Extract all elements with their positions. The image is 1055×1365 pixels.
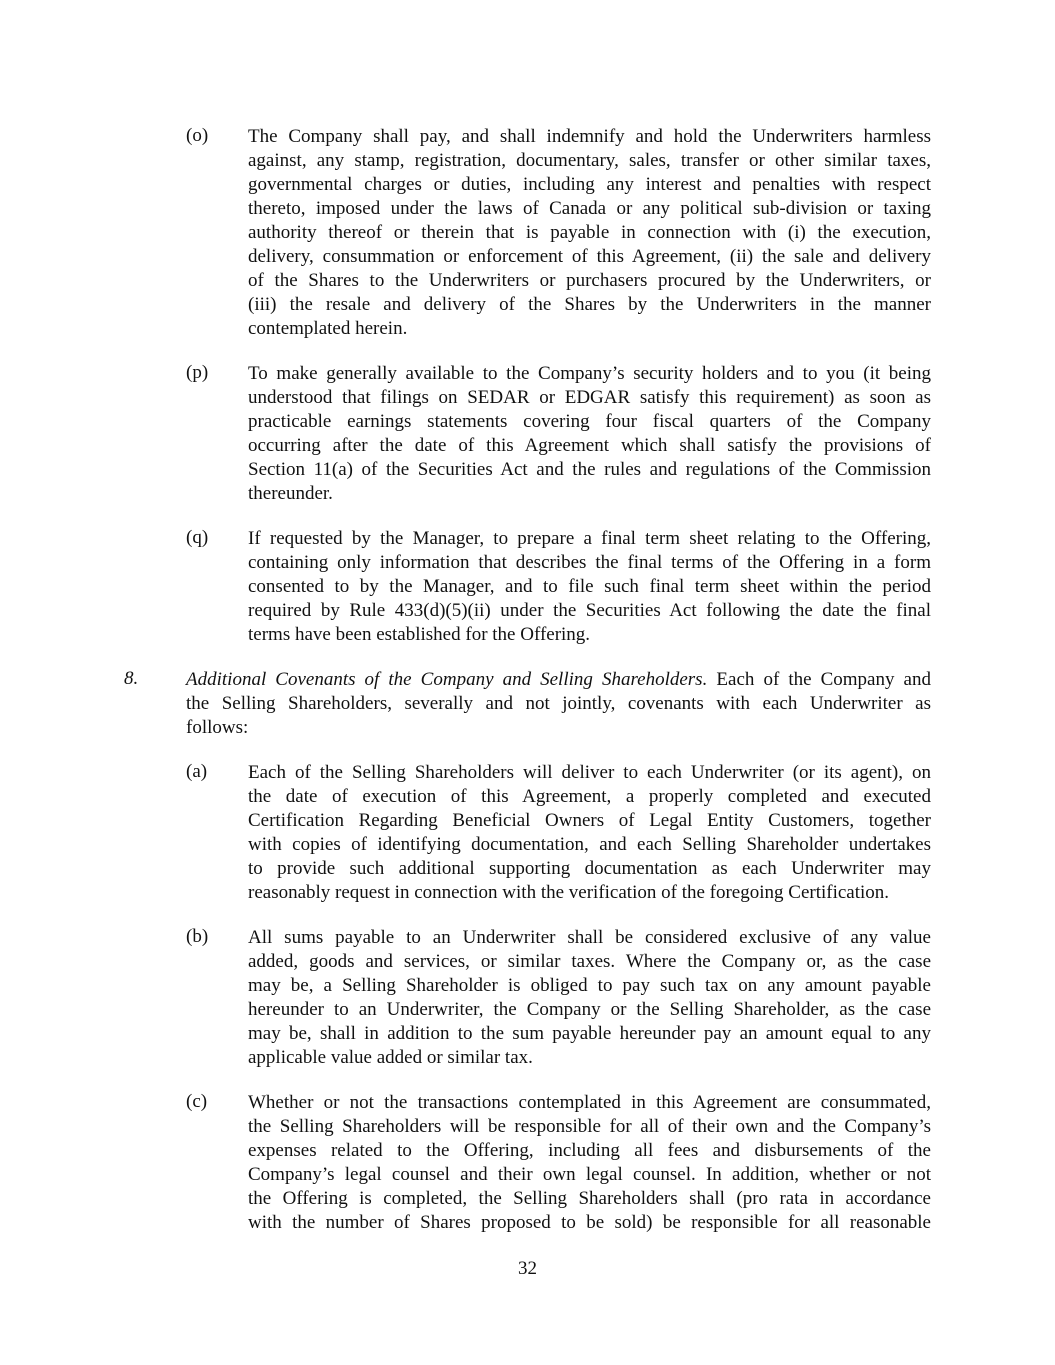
line-text: If requested by the Manager, to prepare a final term sheet relating to the Offering,	[248, 528, 931, 549]
line-text: reasonably request in connection with the verification of the foregoing Certification.	[248, 882, 890, 903]
line-text: consented to by the Manager, and to file such final term sheet within the period	[248, 576, 931, 597]
text-line	[248, 551, 931, 575]
text-line	[186, 692, 931, 716]
line-text: hereunder to an Underwriter, the Company or the Selling Shareholder, as the case	[248, 999, 931, 1020]
paragraph-label: (c)	[186, 1091, 208, 1112]
text-line	[248, 221, 931, 245]
paragraph-text	[248, 761, 931, 905]
line-text: added, goods and services, or similar taxes. Where the Company or, as the case	[248, 951, 931, 972]
line-text: authority thereof or therein that is payable in connection with (i) the execution,	[248, 222, 931, 243]
line-text: Certification Regarding Beneficial Owners of Legal Entity Customers, together	[248, 810, 931, 831]
text-line	[248, 1115, 931, 1139]
line-text: governmental charges or duties, including any interest and penalties with respect	[248, 174, 931, 195]
subsection-paragraph	[0, 1091, 1055, 1235]
line-text: containing only information that describes the final terms of the Offering in a form	[248, 552, 931, 573]
text-line	[248, 1163, 931, 1187]
subsection-paragraph	[0, 527, 1055, 647]
page-number: 32	[518, 1258, 537, 1279]
line-text: delivery, consummation or enforcement of this Agreement, (ii) the sale and delivery	[248, 246, 931, 267]
line-text: thereto, imposed under the laws of Canada or any political sub-division or taxing	[248, 198, 931, 219]
text-line	[248, 623, 931, 647]
line-text: All sums payable to an Underwriter shall be considered exclusive of any value	[248, 927, 931, 948]
paragraph-text	[248, 926, 931, 1070]
line-text: To make generally available to the Company’s security holders and to you (it being	[248, 363, 931, 384]
text-line	[248, 1139, 931, 1163]
line-text: the date of execution of this Agreement, a properly completed and executed	[248, 786, 931, 807]
line-text: occurring after the date of this Agreement which shall satisfy the provisions of	[248, 435, 931, 456]
paragraph-label: 8.	[124, 668, 139, 689]
line-text: thereunder.	[248, 483, 333, 504]
text-line	[248, 149, 931, 173]
text-line	[248, 1187, 931, 1211]
line-text: applicable value added or similar tax.	[248, 1047, 533, 1068]
line-text: may be, a Selling Shareholder is obliged to pay such tax on any amount payable	[248, 975, 931, 996]
text-line	[248, 1022, 931, 1046]
line-text: contemplated herein.	[248, 318, 408, 339]
paragraph-text	[248, 362, 931, 506]
paragraph-label: (o)	[186, 125, 209, 146]
text-line	[248, 269, 931, 293]
line-text: the Selling Shareholders will be responsible for all of their own and the Company’s	[248, 1116, 931, 1137]
subsection-paragraph	[0, 926, 1055, 1070]
text-line	[248, 599, 931, 623]
text-line	[248, 245, 931, 269]
line-text: understood that filings on SEDAR or EDGAR satisfy this requirement) as soon as	[248, 387, 931, 408]
text-line	[186, 668, 931, 692]
text-line	[248, 833, 931, 857]
paragraph-text	[248, 1091, 931, 1235]
line-text: Each of the Selling Shareholders will deliver to each Underwriter (or its agent), on	[248, 762, 931, 783]
text-line	[248, 125, 931, 149]
line-text: Company’s legal counsel and their own legal counsel. In addition, whether or not	[248, 1164, 931, 1185]
line-text: against, any stamp, registration, documentary, sales, transfer or other similar taxes,	[248, 150, 931, 171]
text-line	[248, 998, 931, 1022]
text-line	[248, 317, 931, 341]
text-line	[248, 785, 931, 809]
paragraph-label: (p)	[186, 362, 209, 383]
paragraph-label: (a)	[186, 761, 208, 782]
text-line	[248, 974, 931, 998]
text-line	[248, 950, 931, 974]
paragraph-label: (q)	[186, 527, 209, 548]
line-text: follows:	[186, 717, 249, 738]
text-line	[248, 1091, 931, 1115]
text-line	[248, 410, 931, 434]
text-line	[248, 1046, 931, 1070]
line-text: the Offering is completed, the Selling Shareholders shall (pro rata in accordance	[248, 1188, 931, 1209]
line-text: Each of the Company and	[707, 669, 931, 690]
text-line	[248, 926, 931, 950]
line-text: terms have been established for the Offering.	[248, 624, 591, 645]
section-heading: Additional Covenants of the Company and Selling Shareholders.	[186, 669, 708, 690]
text-line	[248, 293, 931, 317]
text-line	[248, 857, 931, 881]
subsection-paragraph	[0, 125, 1055, 341]
line-text: with copies of identifying documentation, and each Selling Shareholder undertakes	[248, 834, 931, 855]
text-line	[248, 1211, 931, 1235]
line-text: (iii) the resale and delivery of the Shares by the Underwriters in the manner	[248, 294, 931, 315]
line-text: required by Rule 433(d)(5)(ii) under the Securities Act following the date the final	[248, 600, 931, 621]
text-line	[248, 173, 931, 197]
text-line	[248, 362, 931, 386]
text-line	[186, 716, 931, 740]
line-text: The Company shall pay, and shall indemnify and hold the Underwriters harmless	[248, 126, 931, 147]
line-text: expenses related to the Offering, including all fees and disbursements of the	[248, 1140, 931, 1161]
line-text: Whether or not the transactions contemplated in this Agreement are consummated,	[248, 1092, 931, 1113]
text-line	[248, 482, 931, 506]
paragraph-text	[186, 668, 931, 740]
subsection-paragraph	[0, 362, 1055, 506]
line-text: to provide such additional supporting documentation as each Underwriter may	[248, 858, 931, 879]
line-text: may be, shall in addition to the sum payable hereunder pay an amount equal to any	[248, 1023, 931, 1044]
subsection-paragraph	[0, 761, 1055, 905]
text-line	[248, 386, 931, 410]
text-line	[248, 197, 931, 221]
text-line	[248, 458, 931, 482]
text-line	[248, 527, 931, 551]
paragraph-label: (b)	[186, 926, 209, 947]
line-text: Section 11(a) of the Securities Act and the rules and regulations of the Commission	[248, 459, 931, 480]
line-text: practicable earnings statements covering four fiscal quarters of the Company	[248, 411, 931, 432]
paragraph-text	[248, 527, 931, 647]
paragraph-text	[248, 125, 931, 341]
line-text: of the Shares to the Underwriters or purchasers procured by the Underwriters, or	[248, 270, 931, 291]
section-paragraph	[0, 668, 1055, 740]
line-text: the Selling Shareholders, severally and not jointly, covenants with each Underwriter as	[186, 693, 931, 714]
text-line	[248, 809, 931, 833]
text-line	[248, 434, 931, 458]
text-line	[248, 761, 931, 785]
text-line	[248, 575, 931, 599]
line-text: with the number of Shares proposed to be sold) be responsible for all reasonable	[248, 1212, 931, 1233]
text-line	[248, 881, 931, 905]
document-body	[0, 125, 1055, 1256]
